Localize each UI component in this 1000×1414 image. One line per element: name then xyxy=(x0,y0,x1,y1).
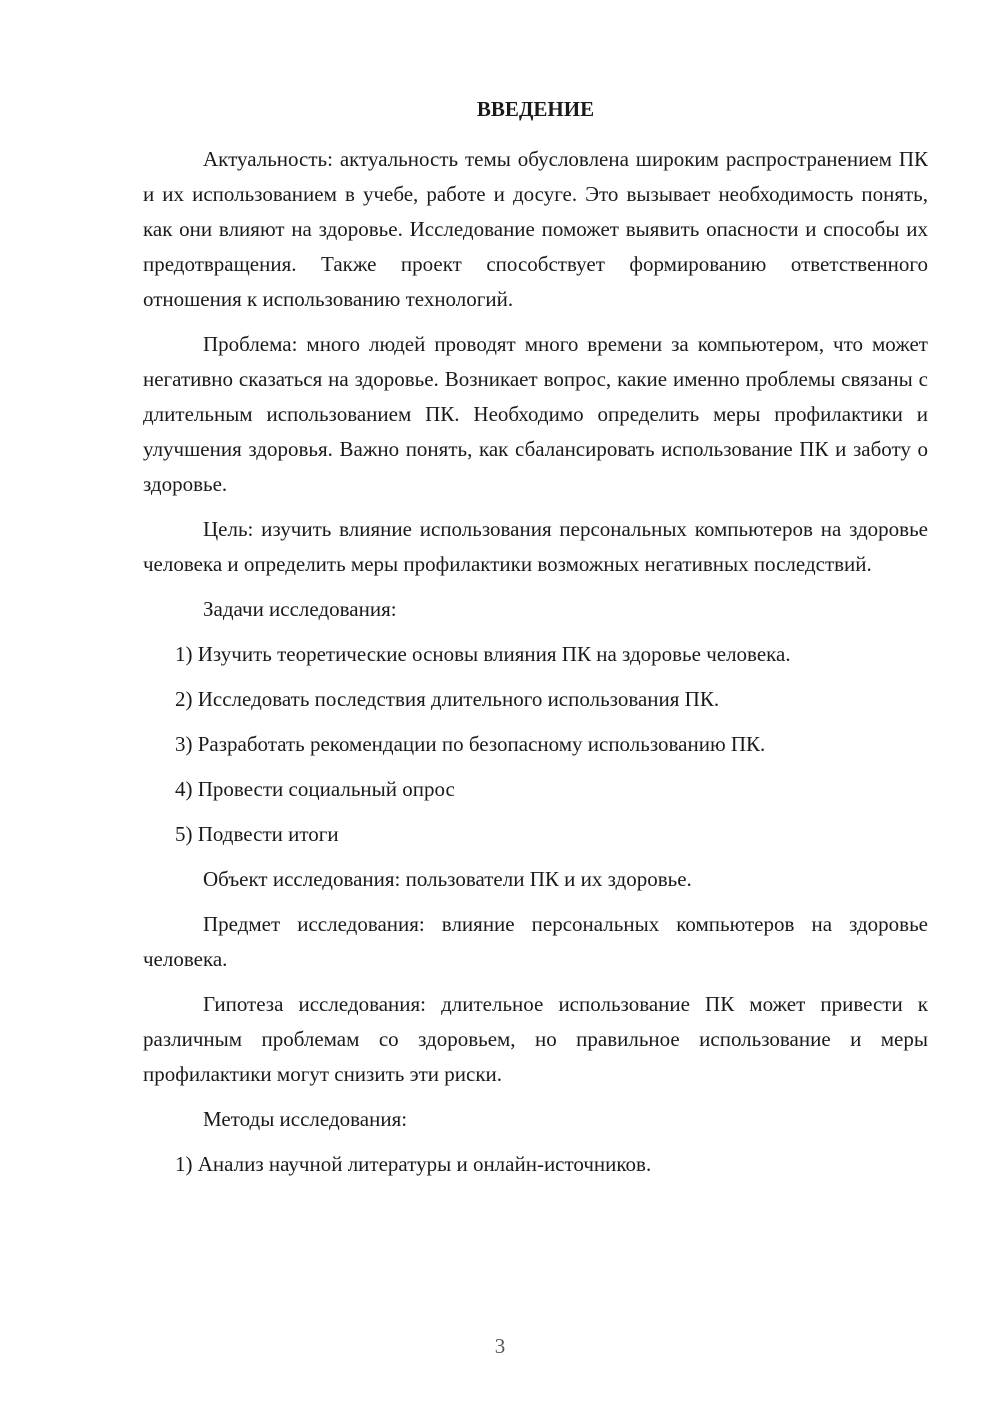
object-paragraph: Объект исследования: пользователи ПК и их здоровье. xyxy=(203,867,692,891)
task-item: 1) Изучить теоретические основы влияния ПК на здоровье человека. xyxy=(175,642,791,666)
goal-paragraph: Цель: изучить влияние использования персональных компьютеров на здоровье человека и определить меры профилактики возможных негативных последствий. xyxy=(143,517,928,576)
subject-paragraph: Предмет исследования: влияние персональных компьютеров на здоровье человека. xyxy=(143,912,928,971)
tasks-heading: Задачи исследования: xyxy=(203,597,397,621)
page-title: ВВЕДЕНИЕ xyxy=(476,97,595,121)
relevance-paragraph: Актуальность: актуальность темы обусловлена широким распространением ПК и их использованием в учебе, работе и досуге. Это вызывает необходимость понять, как они влияют на здоровье. Исследование поможет выявить опасности и способы их предотвращения. Также проект способствует формированию ответственного отношения к использованию технологий. xyxy=(143,147,928,311)
task-item: 4) Провести социальный опрос xyxy=(175,777,455,801)
task-item: 5) Подвести итоги xyxy=(175,822,339,846)
method-item: 1) Анализ научной литературы и онлайн-источников. xyxy=(175,1152,652,1176)
task-item: 3) Разработать рекомендации по безопасному использованию ПК. xyxy=(175,732,766,756)
document-page xyxy=(143,94,928,1192)
problem-paragraph: Проблема: много людей проводят много времени за компьютером, что может негативно сказаться на здоровье. Возникает вопрос, какие именно проблемы связаны с длительным использованием ПК. Необходимо определить меры профилактики и улучшения здоровья. Важно понять, как сбалансировать использование ПК и заботу о здоровье. xyxy=(143,332,928,496)
task-item: 2) Исследовать последствия длительного использования ПК. xyxy=(175,687,720,711)
methods-heading: Методы исследования: xyxy=(203,1107,408,1131)
hypothesis-paragraph: Гипотеза исследования: длительное использование ПК может привести к различным проблемам со здоровьем, но правильное использование и меры профилактики могут снизить эти риски. xyxy=(143,992,928,1086)
page-number: 3 xyxy=(494,1334,506,1358)
